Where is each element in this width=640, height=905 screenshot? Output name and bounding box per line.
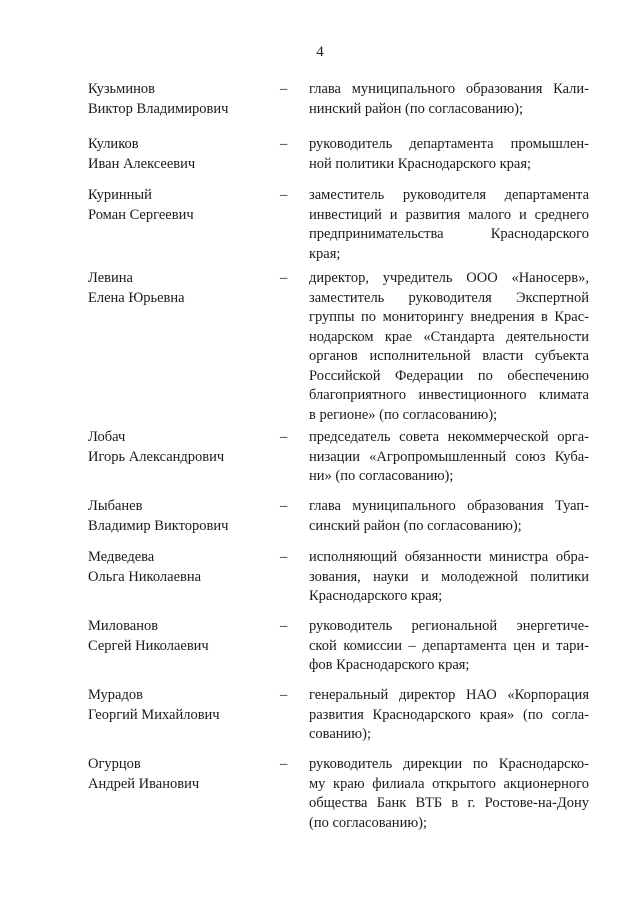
role-line: нинский район (по согласованию); xyxy=(309,100,524,117)
dash-separator: – xyxy=(280,498,288,514)
member-surname: Лыбанев xyxy=(88,498,143,514)
role-line: руководитель дирекции по Краснодарско- xyxy=(309,756,589,772)
member-surname: Огурцов xyxy=(88,756,141,772)
role-line: ной политики Краснодарского края; xyxy=(309,155,532,172)
member-role xyxy=(309,80,589,119)
member-given-names: Ольга Николаевна xyxy=(88,568,202,585)
dash-separator: – xyxy=(280,549,288,565)
dash-separator: – xyxy=(280,270,288,286)
member-given-names: Елена Юрьевна xyxy=(88,289,185,306)
dash-separator: – xyxy=(280,81,288,97)
dash-separator: – xyxy=(280,618,288,634)
role-line: руководитель департамента промышлен- xyxy=(309,136,589,152)
member-name xyxy=(88,428,278,467)
dash-separator: – xyxy=(280,756,288,772)
role-line: ни» (по согласованию); xyxy=(309,468,454,484)
member-name xyxy=(88,186,278,225)
role-line: Российской Федерации по обеспечению xyxy=(309,367,589,384)
page-number: 4 xyxy=(316,44,324,60)
member-role xyxy=(309,548,589,607)
role-line: развития Краснодарского края» (по согла- xyxy=(309,706,589,723)
role-line: заместитель руководителя департамента xyxy=(309,187,589,203)
member-role xyxy=(309,135,589,174)
role-line: ской комиссии – департамента цен и тари- xyxy=(309,637,589,654)
member-given-names: Георгий Михайлович xyxy=(88,706,220,723)
role-line: глава муниципального образования Туап- xyxy=(309,498,589,514)
member-name xyxy=(88,686,278,725)
member-surname: Лобач xyxy=(88,429,126,445)
role-line: (по согласованию); xyxy=(309,814,428,831)
role-line: глава муниципального образования Кали- xyxy=(309,81,589,97)
role-line: зования, науки и молодежной политики xyxy=(309,568,589,585)
member-surname: Левина xyxy=(88,270,133,286)
role-line: исполняющий обязанности министра обра- xyxy=(309,549,589,565)
member-given-names: Иван Алексеевич xyxy=(88,155,196,172)
member-given-names: Роман Сергеевич xyxy=(88,206,194,223)
role-line: руководитель региональной энергетиче- xyxy=(309,618,589,634)
dash-separator: – xyxy=(280,687,288,703)
member-given-names: Сергей Николаевич xyxy=(88,637,209,654)
role-line: председатель совета некоммерческой орга- xyxy=(309,429,589,445)
member-name xyxy=(88,548,278,587)
role-line: инвестиций и развития малого и среднего xyxy=(309,206,589,223)
member-name xyxy=(88,135,278,174)
member-name xyxy=(88,617,278,656)
role-line: низации «Агропромышленный союз Куба- xyxy=(309,448,589,465)
member-name xyxy=(88,269,278,308)
role-line: Краснодарского края; xyxy=(309,588,443,604)
member-surname: Куликов xyxy=(88,136,139,152)
dash-separator: – xyxy=(280,136,288,152)
member-role xyxy=(309,186,589,264)
member-role xyxy=(309,497,589,536)
role-line: группы по мониторингу внедрения в Крас- xyxy=(309,309,589,325)
member-given-names: Андрей Иванович xyxy=(88,775,200,792)
member-name xyxy=(88,755,278,794)
role-line: фов Краснодарского края; xyxy=(309,657,470,673)
role-line: общества Банк ВТБ в г. Ростове-на-Дону xyxy=(309,795,589,811)
role-line: края; xyxy=(309,245,341,262)
role-line: генеральный директор НАО «Корпорация xyxy=(309,687,589,703)
role-line: заместитель руководителя Экспертной xyxy=(309,289,589,306)
member-role xyxy=(309,617,589,676)
role-line: предпринимательства Краснодарского xyxy=(309,226,589,242)
member-role xyxy=(309,686,589,745)
role-line: благоприятного инвестиционного климата xyxy=(309,387,589,403)
role-line: в регионе» (по согласованию); xyxy=(309,406,498,423)
member-given-names: Игорь Александрович xyxy=(88,448,225,465)
member-name xyxy=(88,497,278,536)
member-given-names: Владимир Викторович xyxy=(88,517,229,534)
member-surname: Медведева xyxy=(88,549,155,565)
role-line: органов исполнительной власти субъекта xyxy=(309,348,589,364)
role-line: синский район (по согласованию); xyxy=(309,517,522,534)
role-line: нодарском крае «Стандарта деятельности xyxy=(309,328,589,345)
member-name xyxy=(88,80,278,119)
member-role xyxy=(309,428,589,487)
member-surname: Милованов xyxy=(88,618,159,634)
member-surname: Мурадов xyxy=(88,687,143,703)
member-role xyxy=(309,269,589,425)
dash-separator: – xyxy=(280,429,288,445)
member-given-names: Виктор Владимирович xyxy=(88,100,229,117)
role-line: директор, учредитель ООО «Наносерв», xyxy=(309,270,589,286)
member-surname: Куринный xyxy=(88,187,152,203)
dash-separator: – xyxy=(280,187,288,203)
role-line: сованию); xyxy=(309,726,371,742)
member-surname: Кузьминов xyxy=(88,81,155,97)
role-line: му краю филиала открытого акционерного xyxy=(309,775,589,792)
member-role xyxy=(309,755,589,833)
